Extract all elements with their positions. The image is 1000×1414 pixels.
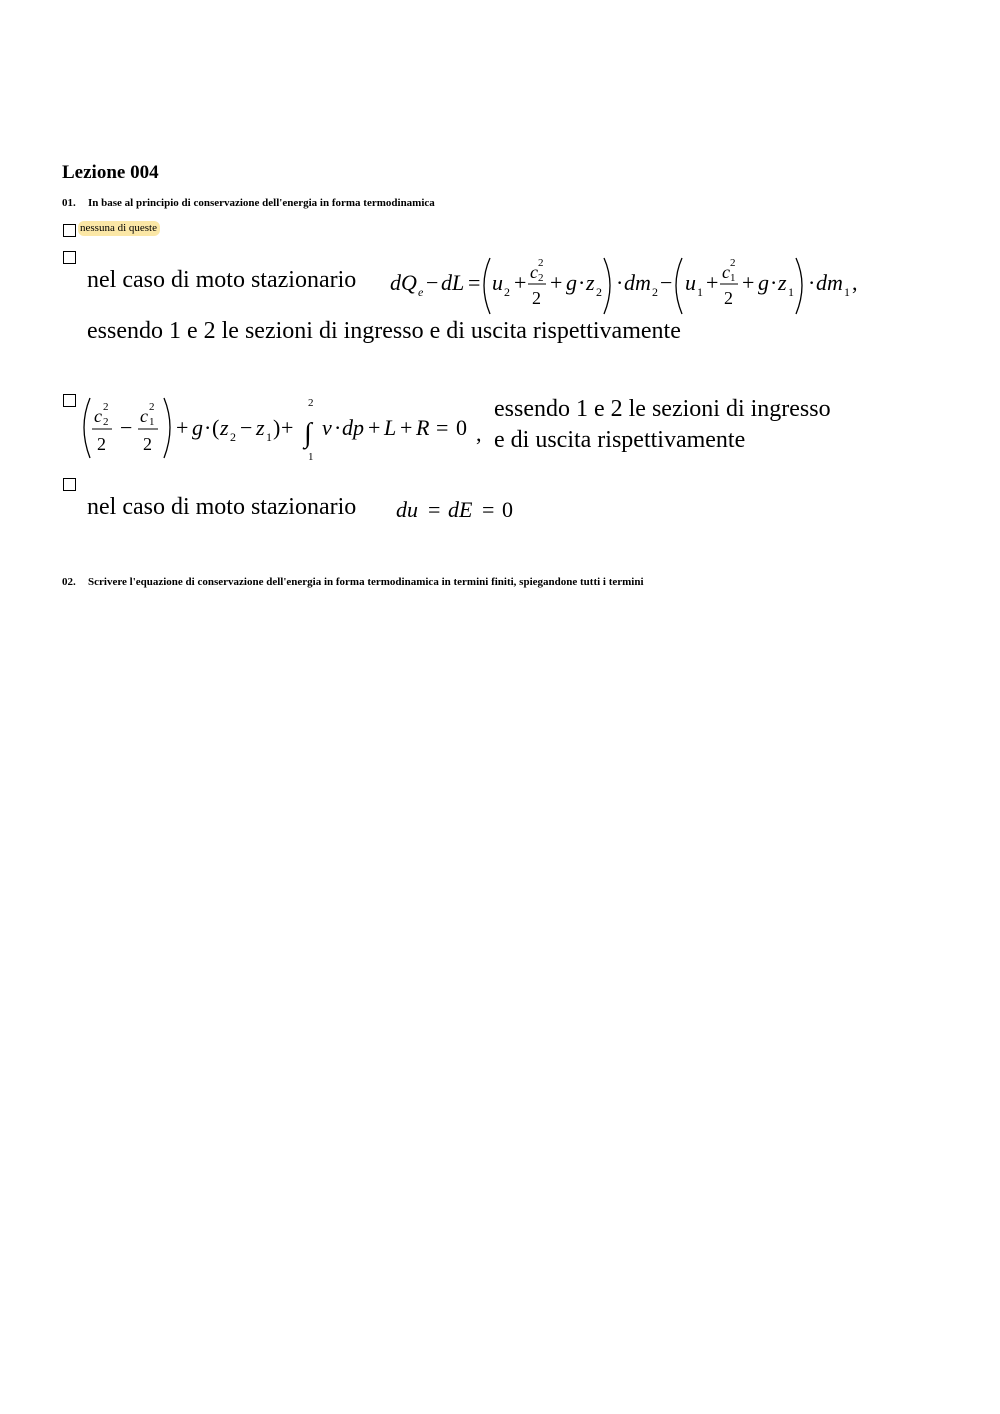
- svg-text:2: 2: [143, 434, 152, 454]
- option-2-formula: [388, 250, 863, 320]
- lesson-title: Lezione 004: [62, 162, 159, 183]
- svg-text:+: +: [550, 270, 563, 295]
- svg-text:du: du: [396, 497, 418, 522]
- svg-text:g: g: [192, 415, 203, 440]
- svg-text:,: ,: [476, 421, 482, 446]
- svg-text:·: ·: [204, 415, 212, 440]
- svg-text:2: 2: [730, 257, 736, 269]
- svg-text:R: R: [416, 415, 430, 440]
- option-2-prefix: nel caso di moto stazionario: [87, 267, 357, 293]
- svg-text:+: +: [400, 415, 413, 440]
- svg-text:·: ·: [808, 270, 816, 295]
- svg-text:−: −: [240, 415, 253, 440]
- svg-text:0: 0: [456, 415, 467, 440]
- svg-text:2: 2: [532, 288, 541, 308]
- question-number: 01.: [62, 197, 76, 209]
- svg-text:·: ·: [334, 415, 342, 440]
- option-4-prefix: nel caso di moto stazionario: [87, 494, 357, 520]
- svg-text:dm: dm: [816, 270, 843, 295]
- svg-text:c: c: [722, 262, 730, 282]
- svg-text:e: e: [418, 285, 424, 299]
- question-01: [62, 197, 435, 209]
- option-2-suffix: essendo 1 e 2 le sezioni di ingresso e di uscita rispettivamente: [87, 318, 681, 344]
- svg-text:+: +: [281, 415, 294, 440]
- svg-text:−: −: [660, 270, 673, 295]
- svg-text:+: +: [706, 270, 719, 295]
- svg-text:2: 2: [97, 434, 106, 454]
- svg-text:2: 2: [504, 285, 510, 299]
- svg-text:=: =: [482, 497, 495, 522]
- svg-text:c: c: [140, 406, 148, 426]
- question-number: 02.: [62, 576, 76, 588]
- svg-text:+: +: [368, 415, 381, 440]
- svg-text:u: u: [685, 270, 696, 295]
- svg-text:2: 2: [103, 416, 109, 428]
- svg-text:dE: dE: [448, 497, 473, 522]
- svg-text:z: z: [220, 415, 229, 440]
- svg-text:dL: dL: [441, 270, 465, 295]
- svg-text:2: 2: [149, 401, 155, 413]
- option-3-checkbox[interactable]: [63, 394, 76, 407]
- svg-text:dQ: dQ: [390, 270, 417, 295]
- svg-text:−: −: [120, 415, 133, 440]
- svg-text:2: 2: [652, 285, 658, 299]
- svg-text:=: =: [468, 270, 481, 295]
- question-text: Scrivere l'equazione di conservazione dell'energia in forma termodinamica in termini finiti, spiegandone tutti i termini: [88, 576, 644, 588]
- svg-text:2: 2: [596, 285, 602, 299]
- svg-text:1: 1: [844, 285, 850, 299]
- question-02: [62, 576, 644, 588]
- svg-text:+: +: [176, 415, 189, 440]
- svg-text:2: 2: [724, 288, 733, 308]
- svg-text:0: 0: [502, 497, 513, 522]
- svg-text:·: ·: [578, 270, 586, 295]
- svg-text:+: +: [514, 270, 527, 295]
- option-3-formula: [78, 392, 488, 464]
- option-4-formula: [394, 492, 524, 526]
- svg-text:c: c: [530, 262, 538, 282]
- option-1-checkbox[interactable]: [63, 224, 76, 237]
- svg-text:1: 1: [788, 285, 794, 299]
- svg-text:·: ·: [770, 270, 778, 295]
- svg-text:2: 2: [230, 430, 236, 444]
- question-text: In base al principio di conservazione dell'energia in forma termodinamica: [88, 197, 435, 209]
- option-3-suffix-line1: essendo 1 e 2 le sezioni di ingresso: [494, 396, 831, 422]
- svg-text:c: c: [94, 406, 102, 426]
- svg-text:1: 1: [266, 430, 272, 444]
- svg-text:): ): [273, 415, 281, 440]
- option-3-suffix-line2: e di uscita rispettivamente: [494, 427, 746, 453]
- svg-text:+: +: [742, 270, 755, 295]
- svg-text:dm: dm: [624, 270, 651, 295]
- svg-text:dp: dp: [342, 415, 364, 440]
- svg-text:2: 2: [103, 401, 109, 413]
- svg-text:1: 1: [149, 416, 155, 428]
- svg-text:z: z: [586, 270, 595, 295]
- svg-text:(: (: [212, 415, 220, 440]
- svg-text:1: 1: [730, 272, 736, 284]
- svg-text:=: =: [428, 497, 441, 522]
- svg-text:=: =: [436, 415, 449, 440]
- svg-text:v: v: [322, 415, 332, 440]
- svg-text:g: g: [758, 270, 769, 295]
- svg-text:1: 1: [697, 285, 703, 299]
- svg-text:u: u: [492, 270, 503, 295]
- option-2-checkbox[interactable]: [63, 251, 76, 264]
- option-1-label: nessuna di queste: [78, 221, 160, 236]
- svg-text:L: L: [384, 415, 397, 440]
- svg-text:2: 2: [538, 257, 544, 269]
- svg-text:·: ·: [616, 270, 624, 295]
- svg-text:2: 2: [308, 397, 314, 409]
- svg-text:−: −: [426, 270, 439, 295]
- svg-text:2: 2: [538, 272, 544, 284]
- svg-text:z: z: [778, 270, 787, 295]
- svg-text:∫: ∫: [304, 418, 312, 449]
- option-4-checkbox[interactable]: [63, 478, 76, 491]
- svg-text:z: z: [256, 415, 265, 440]
- svg-text:,: ,: [852, 270, 858, 295]
- svg-text:1: 1: [308, 451, 314, 463]
- svg-text:g: g: [566, 270, 577, 295]
